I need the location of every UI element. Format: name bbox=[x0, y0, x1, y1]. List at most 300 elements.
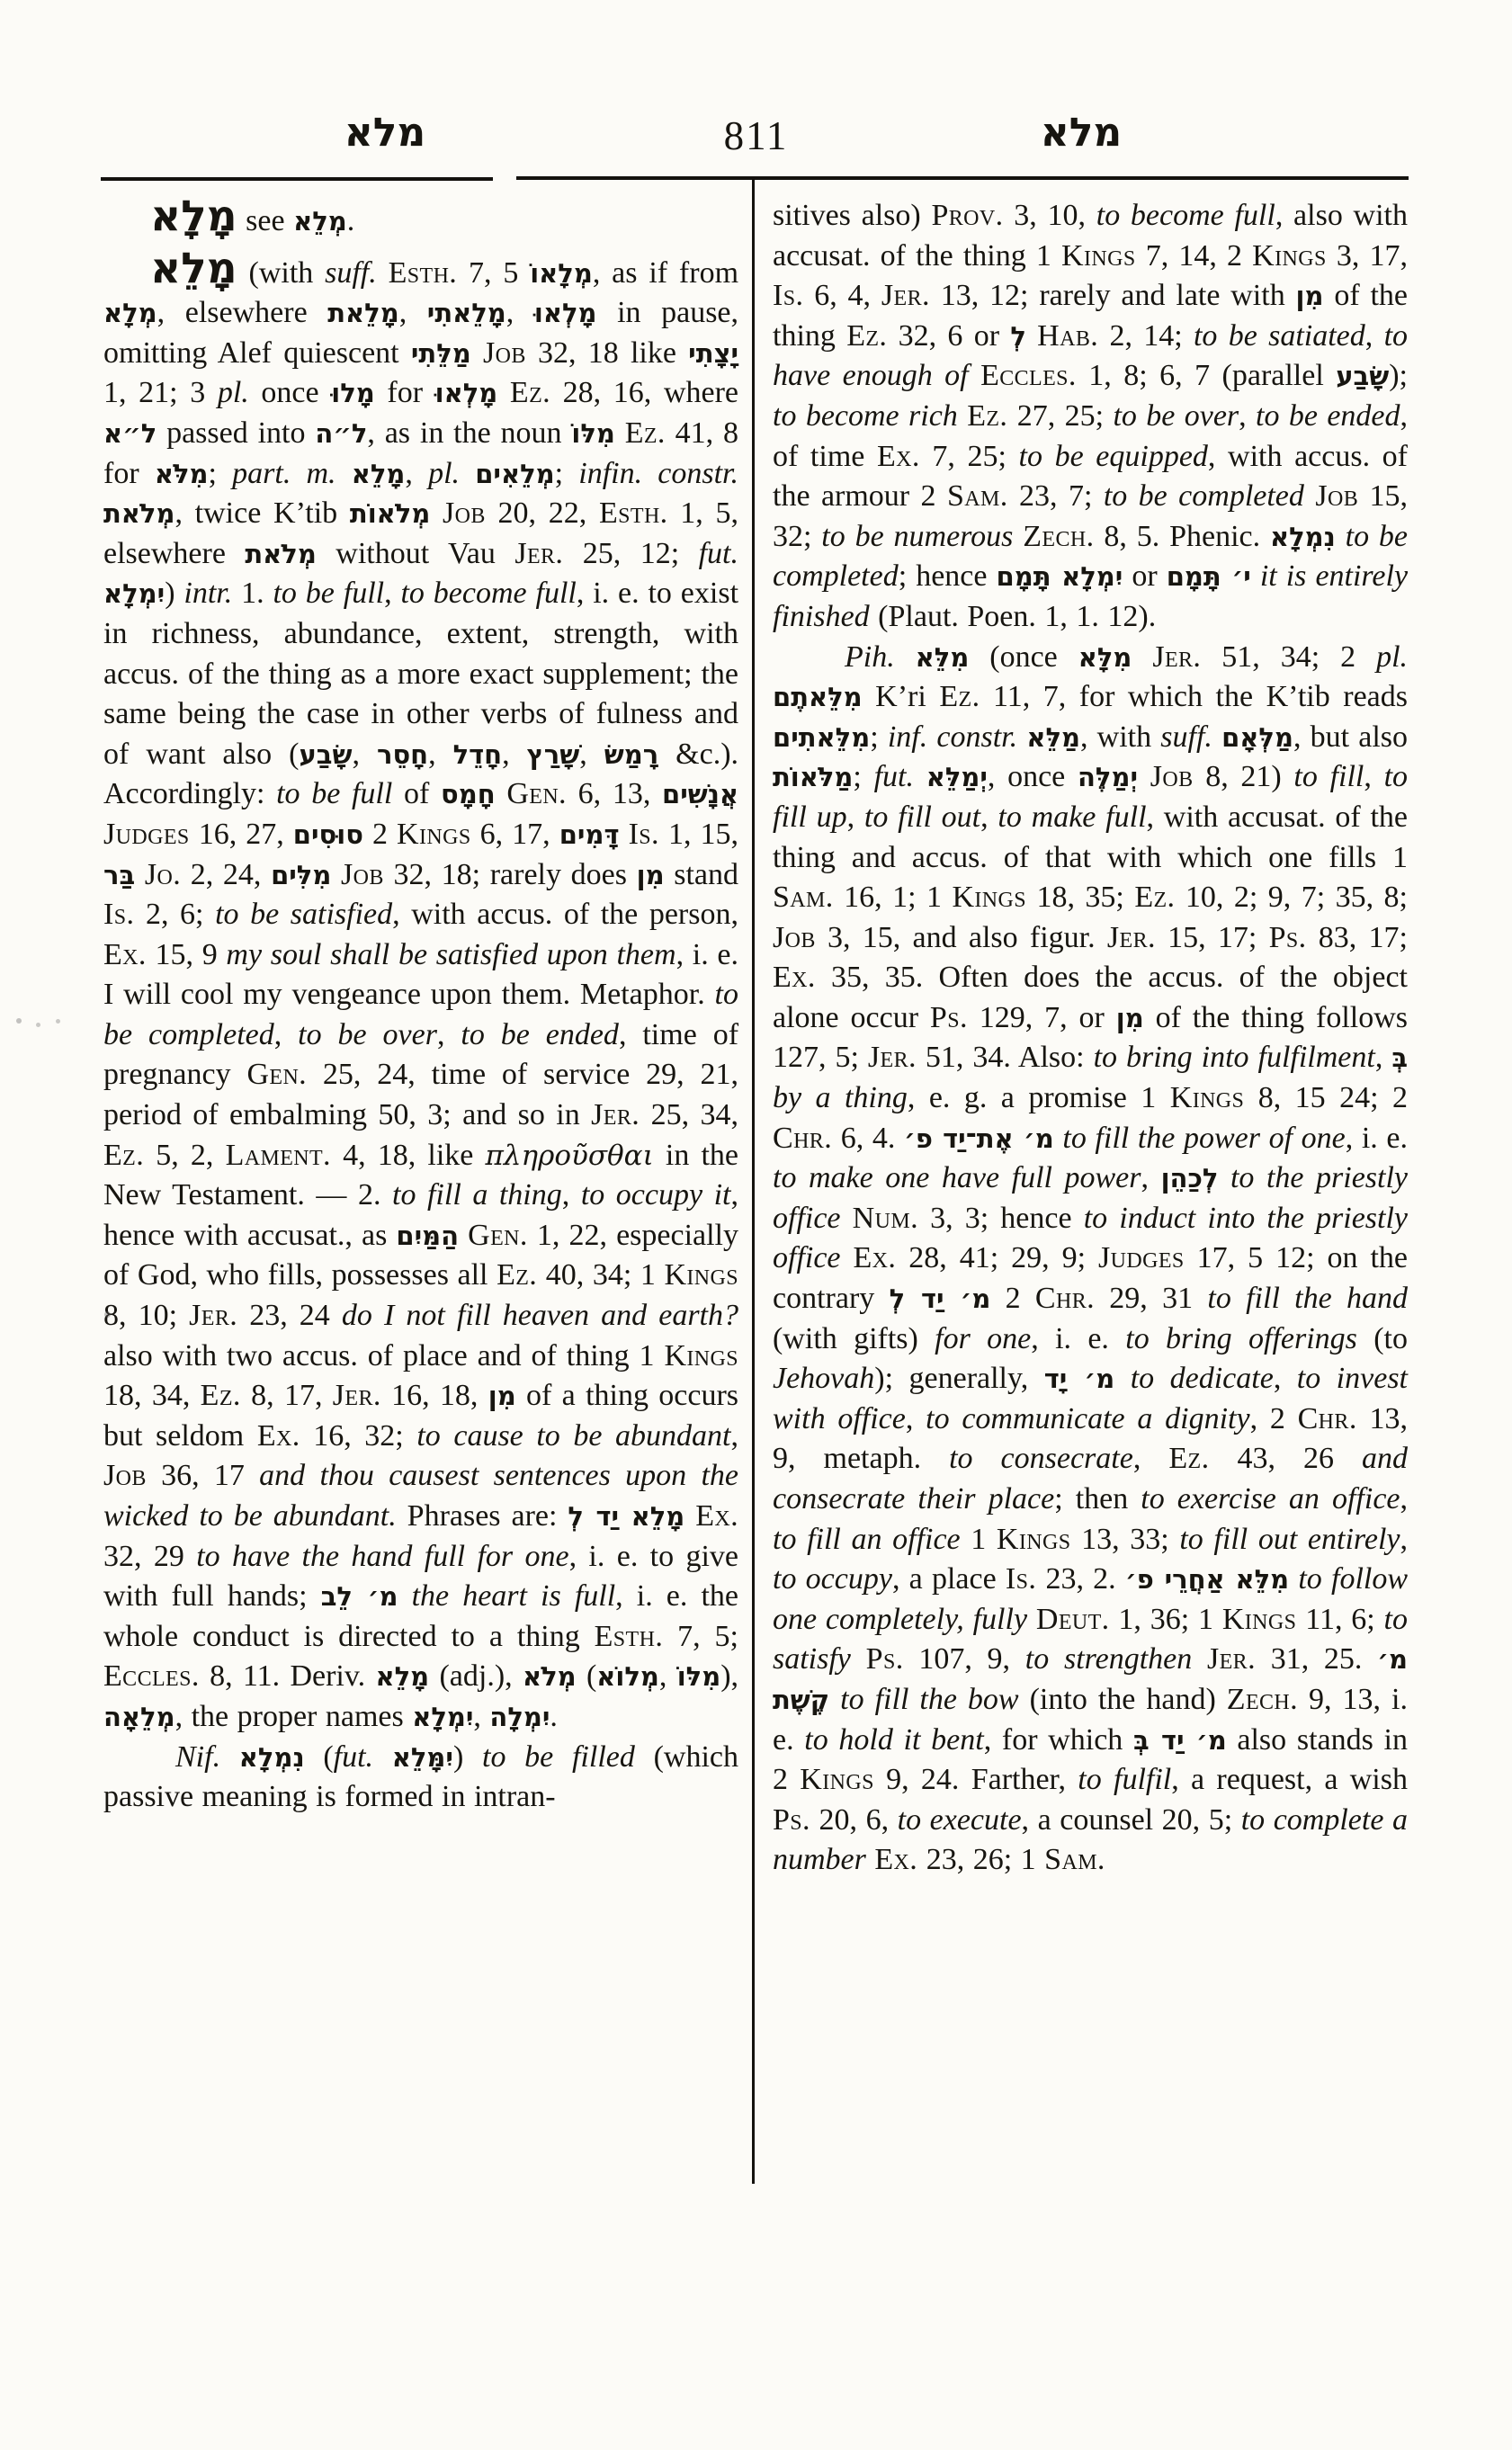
text-segment: to be satisfied bbox=[215, 898, 393, 932]
text-segment: to become full bbox=[1096, 199, 1275, 232]
text-segment: Ez. bbox=[1168, 1442, 1210, 1476]
text-segment: to fill a thing bbox=[392, 1178, 562, 1212]
text-segment: 3, 10, bbox=[1003, 199, 1096, 232]
hebrew-text: שָׁרַץ bbox=[526, 738, 580, 770]
text-segment: Ez. bbox=[509, 376, 551, 410]
hebrew-text: מ׳ יַד לְ bbox=[889, 1283, 991, 1315]
text-segment: by a thing bbox=[773, 1081, 908, 1115]
text-segment bbox=[615, 416, 625, 450]
text-segment: 28, 41; 29, 9; bbox=[896, 1241, 1099, 1275]
text-segment: 35, 35. Often does the accus. of the object alone occur bbox=[773, 961, 1408, 1034]
hebrew-text: מַלֹּאוֹת bbox=[773, 762, 854, 793]
text-segment: to be filled bbox=[482, 1739, 635, 1774]
text-segment bbox=[1251, 559, 1260, 593]
text-segment: 23, 7; bbox=[1007, 479, 1104, 514]
hebrew-text: מִלֵּאתֶם bbox=[773, 682, 863, 713]
hebrew-text: מְלֵאִים bbox=[475, 458, 555, 489]
text-segment: 20, 6, bbox=[810, 1802, 898, 1837]
page-number: 811 bbox=[723, 113, 789, 158]
paragraph bbox=[773, 638, 1408, 1881]
hebrew-text: מִן bbox=[1115, 1002, 1144, 1033]
hebrew-text: מָלֵא bbox=[375, 1661, 430, 1693]
text-segment: , i. e. bbox=[1031, 1321, 1126, 1355]
text-segment: 11, 6; bbox=[1296, 1602, 1384, 1636]
hebrew-text: ל״ה bbox=[315, 417, 368, 449]
header-rule-left-segment bbox=[101, 177, 493, 181]
text-segment: ; hence bbox=[898, 559, 997, 594]
hebrew-text: מִלֵּאתִים bbox=[773, 721, 871, 753]
text-segment: 83, 17; bbox=[1306, 920, 1408, 954]
text-segment: to be full bbox=[276, 777, 393, 811]
text-segment: Chr. bbox=[1297, 1401, 1357, 1435]
text-segment: , time of pregnancy bbox=[103, 1017, 739, 1092]
text-segment: fut. bbox=[698, 536, 739, 570]
text-segment bbox=[841, 1241, 854, 1274]
text-segment: Is. bbox=[103, 898, 135, 932]
text-segment: , bbox=[730, 1418, 738, 1453]
text-segment: 13, 9, metaph. bbox=[773, 1401, 1408, 1476]
text-segment: see bbox=[237, 204, 294, 237]
hebrew-text: יִמְלָא bbox=[103, 578, 166, 610]
text-segment: to consecrate bbox=[949, 1442, 1133, 1476]
hebrew-text: נִמְלָא bbox=[238, 1741, 305, 1773]
text-segment bbox=[866, 1843, 875, 1876]
text-segment: , bbox=[1374, 1041, 1392, 1075]
hebrew-text: מְלֵאָה bbox=[103, 1701, 175, 1732]
text-column-right bbox=[773, 196, 1408, 1881]
text-segment: , but also bbox=[1293, 720, 1409, 754]
text-segment: and thou causest sentences upon the wicked to be abundant. bbox=[103, 1459, 738, 1533]
text-segment bbox=[377, 256, 389, 290]
header-rule-right-segment bbox=[516, 176, 1409, 180]
text-segment: Jer. bbox=[867, 1041, 917, 1075]
text-segment bbox=[1013, 520, 1023, 553]
text-segment: 13, 33; bbox=[1070, 1522, 1180, 1556]
running-head-left: מלא bbox=[344, 110, 426, 156]
text-segment: Ex. bbox=[874, 1843, 918, 1877]
text-segment: Jer. bbox=[1106, 920, 1156, 954]
text-segment: 7, 5; bbox=[663, 1619, 738, 1653]
text-segment: &c.). Accordingly: bbox=[103, 737, 739, 811]
text-segment: ; bbox=[853, 760, 874, 794]
text-segment: 8, 15 24; 2 bbox=[1244, 1081, 1409, 1115]
text-segment: to follow one completely, fully bbox=[773, 1562, 1409, 1636]
text-segment: ( bbox=[304, 1739, 334, 1774]
text-segment: , bbox=[980, 800, 998, 834]
text-segment: to fill bbox=[1293, 760, 1364, 794]
text-segment: 9, 24. Farther, bbox=[873, 1763, 1078, 1797]
text-segment: Ex. bbox=[876, 439, 920, 473]
text-segment: to be over bbox=[1113, 398, 1239, 433]
text-segment: Ez. bbox=[103, 1138, 145, 1172]
text-segment bbox=[331, 858, 341, 891]
text-segment: 15, 17; bbox=[1155, 920, 1269, 954]
text-segment: without Vau bbox=[316, 536, 515, 570]
text-segment: to have the hand full for one bbox=[196, 1539, 569, 1573]
text-segment: 1, 15, bbox=[658, 817, 739, 851]
text-segment: 25, 24, time of service 29, 21, period of embalming 50, 3; and so in bbox=[103, 1058, 738, 1132]
text-segment: Ex. bbox=[256, 1418, 300, 1453]
text-segment: , elsewhere bbox=[157, 296, 328, 330]
text-segment bbox=[1027, 1603, 1036, 1636]
text-segment: (which passive meaning is formed in intran- bbox=[103, 1739, 738, 1814]
text-segment: to fill up bbox=[773, 760, 1409, 834]
text-segment: Jehovah bbox=[773, 1362, 875, 1396]
text-column-left bbox=[103, 192, 739, 1818]
text-segment: to occupy it bbox=[580, 1178, 731, 1212]
text-segment bbox=[336, 457, 352, 490]
text-segment: 18, 35; bbox=[1026, 881, 1135, 915]
text-segment: to have enough of bbox=[773, 318, 1409, 393]
text-segment: , bbox=[428, 737, 453, 771]
text-segment: suff. bbox=[325, 255, 377, 290]
text-segment: Kings bbox=[664, 1338, 738, 1373]
text-segment: , bbox=[1364, 318, 1384, 353]
text-segment: Ez. bbox=[200, 1379, 241, 1413]
text-segment: to become full bbox=[400, 577, 577, 611]
text-segment: 6, 4, bbox=[803, 279, 881, 313]
text-segment: to invest with office bbox=[773, 1362, 1408, 1435]
text-segment: in the New Testament. — 2. bbox=[103, 1138, 739, 1212]
text-segment: to become rich bbox=[773, 398, 958, 433]
text-segment: Is. bbox=[773, 279, 804, 313]
text-segment: to be numerous bbox=[821, 519, 1014, 553]
text-segment: to communicate a dignity bbox=[926, 1401, 1250, 1435]
text-segment: Kings bbox=[996, 1522, 1071, 1556]
text-segment: K’ri bbox=[862, 680, 940, 714]
text-segment bbox=[135, 858, 145, 891]
text-segment: it is entirely finished bbox=[773, 559, 1409, 633]
text-segment: ; then bbox=[1054, 1482, 1141, 1516]
text-segment: 11, 7, for which the K’tib reads bbox=[980, 680, 1408, 714]
hebrew-text: יְמַלֵּא bbox=[926, 762, 988, 793]
text-segment: to make one have full power bbox=[773, 1161, 1141, 1195]
text-segment bbox=[1114, 1362, 1130, 1395]
text-segment: sitives also) bbox=[773, 199, 932, 232]
text-segment: , bbox=[1239, 398, 1257, 433]
hebrew-text: יִמְלָה bbox=[489, 1701, 550, 1732]
hebrew-text: מְלֵא bbox=[293, 206, 347, 237]
text-segment: for one bbox=[935, 1321, 1032, 1355]
text-segment: ) bbox=[165, 577, 184, 611]
text-segment: , twice K’tib bbox=[174, 496, 350, 531]
text-segment: 6, 4. bbox=[832, 1121, 904, 1155]
text-segment: Kings bbox=[664, 1258, 738, 1292]
text-segment: to fill the power of one bbox=[1062, 1121, 1346, 1155]
text-segment: ; bbox=[208, 456, 233, 490]
text-segment: Ez. bbox=[846, 318, 888, 353]
text-segment: to fill the hand bbox=[1207, 1282, 1408, 1316]
text-segment: Judges bbox=[1098, 1241, 1185, 1275]
text-segment: to fulfil bbox=[1078, 1763, 1172, 1797]
hebrew-text: מָלֵא יַד לְ bbox=[568, 1501, 685, 1532]
hebrew-text: מ׳ יַד בְּ bbox=[1133, 1724, 1227, 1756]
hebrew-text: ל״א bbox=[103, 417, 157, 449]
text-segment: to be satiated bbox=[1193, 318, 1365, 353]
text-segment bbox=[841, 1202, 853, 1235]
text-segment: Job bbox=[443, 496, 486, 531]
text-segment: , e. g. a promise 1 bbox=[907, 1081, 1170, 1115]
text-segment: , bbox=[846, 800, 864, 834]
text-segment: , bbox=[273, 1017, 299, 1051]
text-segment: , with accus. of the armour 2 bbox=[773, 439, 1408, 514]
text-segment: to fill an office bbox=[773, 1522, 961, 1556]
text-segment: (adj.), bbox=[429, 1659, 523, 1694]
text-segment: Kings bbox=[800, 1763, 874, 1797]
text-segment: ) bbox=[452, 1739, 482, 1774]
text-segment: of the thing bbox=[773, 279, 1409, 353]
text-segment: , a counsel 20, 5; bbox=[1021, 1802, 1241, 1837]
text-segment: Prov. bbox=[931, 199, 1004, 232]
text-segment: to hold it bent bbox=[804, 1722, 984, 1757]
hebrew-text: מ׳ אֶת־יַד פ׳ bbox=[903, 1122, 1054, 1154]
text-segment: Chr. bbox=[773, 1121, 833, 1155]
text-segment bbox=[220, 1740, 239, 1774]
text-segment: to be full bbox=[273, 577, 385, 611]
text-segment: (to bbox=[1356, 1321, 1408, 1355]
text-segment: 15, 32; bbox=[773, 479, 1409, 553]
text-segment: , with bbox=[1079, 720, 1161, 754]
text-segment: pl. bbox=[1376, 639, 1409, 674]
text-segment: once bbox=[248, 376, 332, 410]
text-segment bbox=[1212, 720, 1221, 754]
text-segment: for bbox=[374, 376, 435, 410]
text-segment: Ez. bbox=[967, 398, 1008, 433]
text-segment: 1, 36; 1 bbox=[1109, 1602, 1222, 1636]
text-segment: intr. bbox=[183, 577, 233, 611]
text-segment: 36, 17 bbox=[146, 1459, 260, 1493]
text-segment: (into the hand) bbox=[1018, 1682, 1227, 1716]
hebrew-text: מ׳ לֵב bbox=[320, 1581, 398, 1613]
text-segment: 2, 6; bbox=[134, 898, 216, 932]
text-segment: , bbox=[502, 737, 527, 771]
text-segment: 16, 18, bbox=[380, 1379, 488, 1413]
text-segment: infin. constr. bbox=[578, 456, 739, 490]
text-segment: to be completed bbox=[103, 978, 738, 1051]
text-segment: Kings bbox=[397, 817, 471, 851]
text-segment: Jo. bbox=[144, 857, 182, 891]
text-segment: inf. constr. bbox=[887, 720, 1018, 754]
hebrew-text: יִמָּלֵא bbox=[391, 1741, 453, 1773]
text-segment: to strengthen bbox=[1024, 1642, 1193, 1677]
hebrew-text: יִמְלָא bbox=[412, 1701, 474, 1732]
hebrew-text: מ׳ יָד bbox=[1043, 1364, 1115, 1395]
text-segment: 10, 2; 9, 7; 35, 8; bbox=[1175, 881, 1408, 915]
text-segment bbox=[914, 760, 926, 793]
paragraph bbox=[103, 192, 738, 242]
hebrew-text: מַלֵּתִי bbox=[410, 337, 471, 369]
text-segment: , bbox=[1273, 1362, 1297, 1396]
text-segment bbox=[1054, 1122, 1063, 1155]
text-segment: Chr. bbox=[1034, 1282, 1096, 1316]
text-segment: Ez. bbox=[1134, 881, 1176, 915]
text-segment: my soul shall be satisfied upon them bbox=[226, 937, 676, 971]
text-segment: 15, 9 bbox=[146, 937, 227, 971]
text-segment: Ps. bbox=[929, 1000, 968, 1034]
text-segment: to occupy bbox=[773, 1562, 892, 1596]
text-segment: 51, 34. Also: bbox=[916, 1041, 1094, 1075]
text-segment bbox=[1218, 1161, 1230, 1194]
hebrew-text: מִלֵּא אַחֲרֵי פ׳ bbox=[1124, 1564, 1290, 1596]
text-segment: , once bbox=[987, 760, 1078, 794]
text-segment: ), bbox=[720, 1659, 739, 1694]
text-segment bbox=[497, 376, 510, 409]
text-segment: pl. bbox=[428, 456, 461, 490]
hebrew-text: מִן bbox=[1295, 281, 1324, 312]
hebrew-text: מָלְאוּ bbox=[533, 298, 597, 329]
text-segment: 8, 5. Phenic. bbox=[1094, 519, 1270, 553]
text-segment: Hab. bbox=[1037, 318, 1099, 353]
text-segment: , bbox=[436, 1017, 461, 1051]
text-segment: suff. bbox=[1160, 720, 1212, 754]
hebrew-text: מָלֵאתִי bbox=[426, 298, 506, 329]
text-segment: Jer. bbox=[881, 279, 930, 313]
hebrew-headword: מָלֵא bbox=[150, 243, 237, 293]
text-segment: ( bbox=[576, 1659, 597, 1694]
text-segment: to dedicate bbox=[1130, 1362, 1274, 1396]
text-segment: 27, 25; bbox=[1007, 398, 1114, 433]
text-segment: passed into bbox=[157, 416, 316, 450]
text-segment: , bbox=[1400, 1522, 1408, 1556]
text-segment: 3, 17, bbox=[1326, 238, 1409, 273]
text-segment: (once bbox=[969, 639, 1078, 674]
text-segment: to be completed bbox=[773, 519, 1409, 594]
text-segment bbox=[684, 1499, 695, 1533]
text-segment: , the proper names bbox=[174, 1699, 413, 1733]
text-segment: Zech. bbox=[1226, 1682, 1299, 1716]
hebrew-text: מְלֹאוֹת bbox=[349, 498, 431, 530]
text-segment: ; bbox=[554, 456, 579, 490]
text-segment: to fill the bow bbox=[840, 1682, 1019, 1716]
text-segment: part. m. bbox=[232, 456, 336, 490]
hebrew-headword: מָלָא bbox=[150, 192, 237, 241]
text-segment: 40, 34; 1 bbox=[537, 1258, 665, 1292]
hebrew-text: חָדֵל bbox=[452, 738, 503, 770]
text-segment: Job bbox=[482, 335, 526, 370]
text-segment: Jer. bbox=[1206, 1642, 1256, 1677]
text-segment: , of time bbox=[773, 398, 1409, 473]
text-segment: 32, 18 like bbox=[525, 335, 689, 370]
text-segment: Sam. bbox=[773, 881, 834, 915]
text-segment: Num. bbox=[852, 1201, 918, 1235]
text-segment: 3, 3; hence bbox=[917, 1201, 1084, 1235]
text-segment: 25, 12; bbox=[563, 536, 699, 570]
text-segment: 2, 14; bbox=[1098, 318, 1194, 353]
hebrew-text: מ׳ קֶשֶׁת bbox=[773, 1644, 1409, 1715]
text-segment: pl. bbox=[217, 376, 249, 410]
text-segment: 8, 10; bbox=[103, 1299, 190, 1333]
column-divider-rule bbox=[752, 180, 755, 2184]
text-segment: in pause, omitting Alef quiescent bbox=[103, 296, 739, 370]
text-segment bbox=[1192, 1642, 1207, 1676]
text-segment: ); bbox=[1389, 359, 1409, 393]
text-segment: 1 bbox=[960, 1522, 997, 1556]
print-speck bbox=[16, 1018, 22, 1024]
hebrew-text: מָלֵא bbox=[351, 458, 406, 489]
text-segment: Kings bbox=[1061, 238, 1136, 273]
text-segment: Esth. bbox=[388, 255, 458, 290]
text-segment: , bbox=[905, 1401, 926, 1435]
text-segment: to cause to be abundant bbox=[416, 1418, 731, 1453]
text-segment: Job bbox=[773, 920, 816, 954]
text-segment: 32, 18; rarely does bbox=[383, 857, 637, 891]
text-segment: (with gifts) bbox=[773, 1321, 935, 1355]
text-segment: 23, 26; 1 bbox=[917, 1843, 1045, 1877]
text-segment bbox=[459, 1219, 468, 1252]
text-segment: fut. bbox=[333, 1739, 374, 1774]
text-segment: 1, 22, especially of God, who fills, possesses all bbox=[103, 1218, 738, 1292]
text-segment: Gen. bbox=[468, 1218, 528, 1252]
text-segment: Jer. bbox=[332, 1379, 381, 1413]
text-segment: 28, 16, where bbox=[550, 376, 739, 410]
hebrew-text: מְלֹא bbox=[522, 1661, 577, 1693]
hebrew-text: מַלֵּא bbox=[1026, 721, 1080, 753]
text-segment: to the priestly office bbox=[773, 1161, 1409, 1235]
text-segment: do I not fill heaven and earth? bbox=[341, 1299, 738, 1333]
text-segment: 7, 25; bbox=[919, 439, 1019, 473]
text-segment: 25, 34, bbox=[640, 1098, 738, 1132]
text-segment: Ex. bbox=[853, 1241, 897, 1275]
text-segment: Kings bbox=[1169, 1081, 1245, 1115]
text-segment: Phrases are: bbox=[396, 1499, 568, 1533]
text-segment: 23, 2. bbox=[1036, 1562, 1125, 1596]
text-segment: Job bbox=[1150, 760, 1194, 794]
text-segment: 32, 6 or bbox=[887, 318, 1011, 353]
text-segment: to bring offerings bbox=[1125, 1321, 1357, 1355]
text-segment: Ex. bbox=[773, 961, 816, 995]
hebrew-text: הַמַּיִם bbox=[396, 1220, 460, 1251]
text-segment: 17, 5 12; on the contrary bbox=[773, 1241, 1409, 1316]
hebrew-text: מְלָא bbox=[103, 298, 157, 329]
text-segment: 29, 31 bbox=[1095, 1282, 1208, 1316]
text-segment: 4, 18, like bbox=[330, 1138, 486, 1172]
text-segment: Ez. bbox=[624, 416, 666, 450]
text-segment: 1, 8; 6, 7 (parallel bbox=[1076, 359, 1337, 393]
text-segment: Nif. bbox=[175, 1739, 221, 1774]
hebrew-text: חָסֵר bbox=[376, 738, 429, 770]
paragraph bbox=[773, 196, 1408, 638]
text-segment: Job bbox=[1315, 479, 1359, 514]
text-segment: and consecrate their place bbox=[773, 1442, 1409, 1516]
text-segment: Jer. bbox=[189, 1299, 238, 1333]
text-segment: , bbox=[1364, 760, 1384, 794]
hebrew-text: לְ bbox=[1010, 320, 1026, 352]
text-segment: Zech. bbox=[1023, 519, 1095, 553]
hebrew-text: מָלֵאת bbox=[327, 298, 399, 329]
text-segment: 32, 29 bbox=[103, 1539, 197, 1573]
text-segment: 16, 1; 1 bbox=[833, 881, 953, 915]
text-segment: , as in the noun bbox=[367, 416, 572, 450]
hebrew-text: לְכַהֵן bbox=[1160, 1163, 1219, 1194]
text-segment: Ex. bbox=[103, 937, 147, 971]
text-segment: 107, 9, bbox=[903, 1642, 1025, 1677]
text-segment: , bbox=[473, 1699, 490, 1733]
text-segment: to bring into fulfilment bbox=[1093, 1041, 1375, 1075]
text-segment: 31, 25. bbox=[1255, 1642, 1378, 1677]
text-segment: 20, 22, bbox=[485, 496, 599, 531]
text-segment bbox=[895, 640, 916, 674]
text-segment: to be over bbox=[298, 1017, 437, 1051]
text-segment: Judges bbox=[103, 817, 190, 851]
text-segment: to satisfy bbox=[773, 1602, 1408, 1677]
text-segment: to exercise an office bbox=[1141, 1482, 1400, 1516]
hebrew-text: בְּ bbox=[1391, 1042, 1408, 1074]
text-segment: 6, 17, bbox=[470, 817, 559, 851]
text-segment bbox=[969, 359, 980, 392]
text-segment: , bbox=[561, 1178, 581, 1212]
hebrew-text: מִלִּים bbox=[271, 859, 332, 890]
hebrew-text: יְמַלֶּה bbox=[1077, 762, 1138, 793]
